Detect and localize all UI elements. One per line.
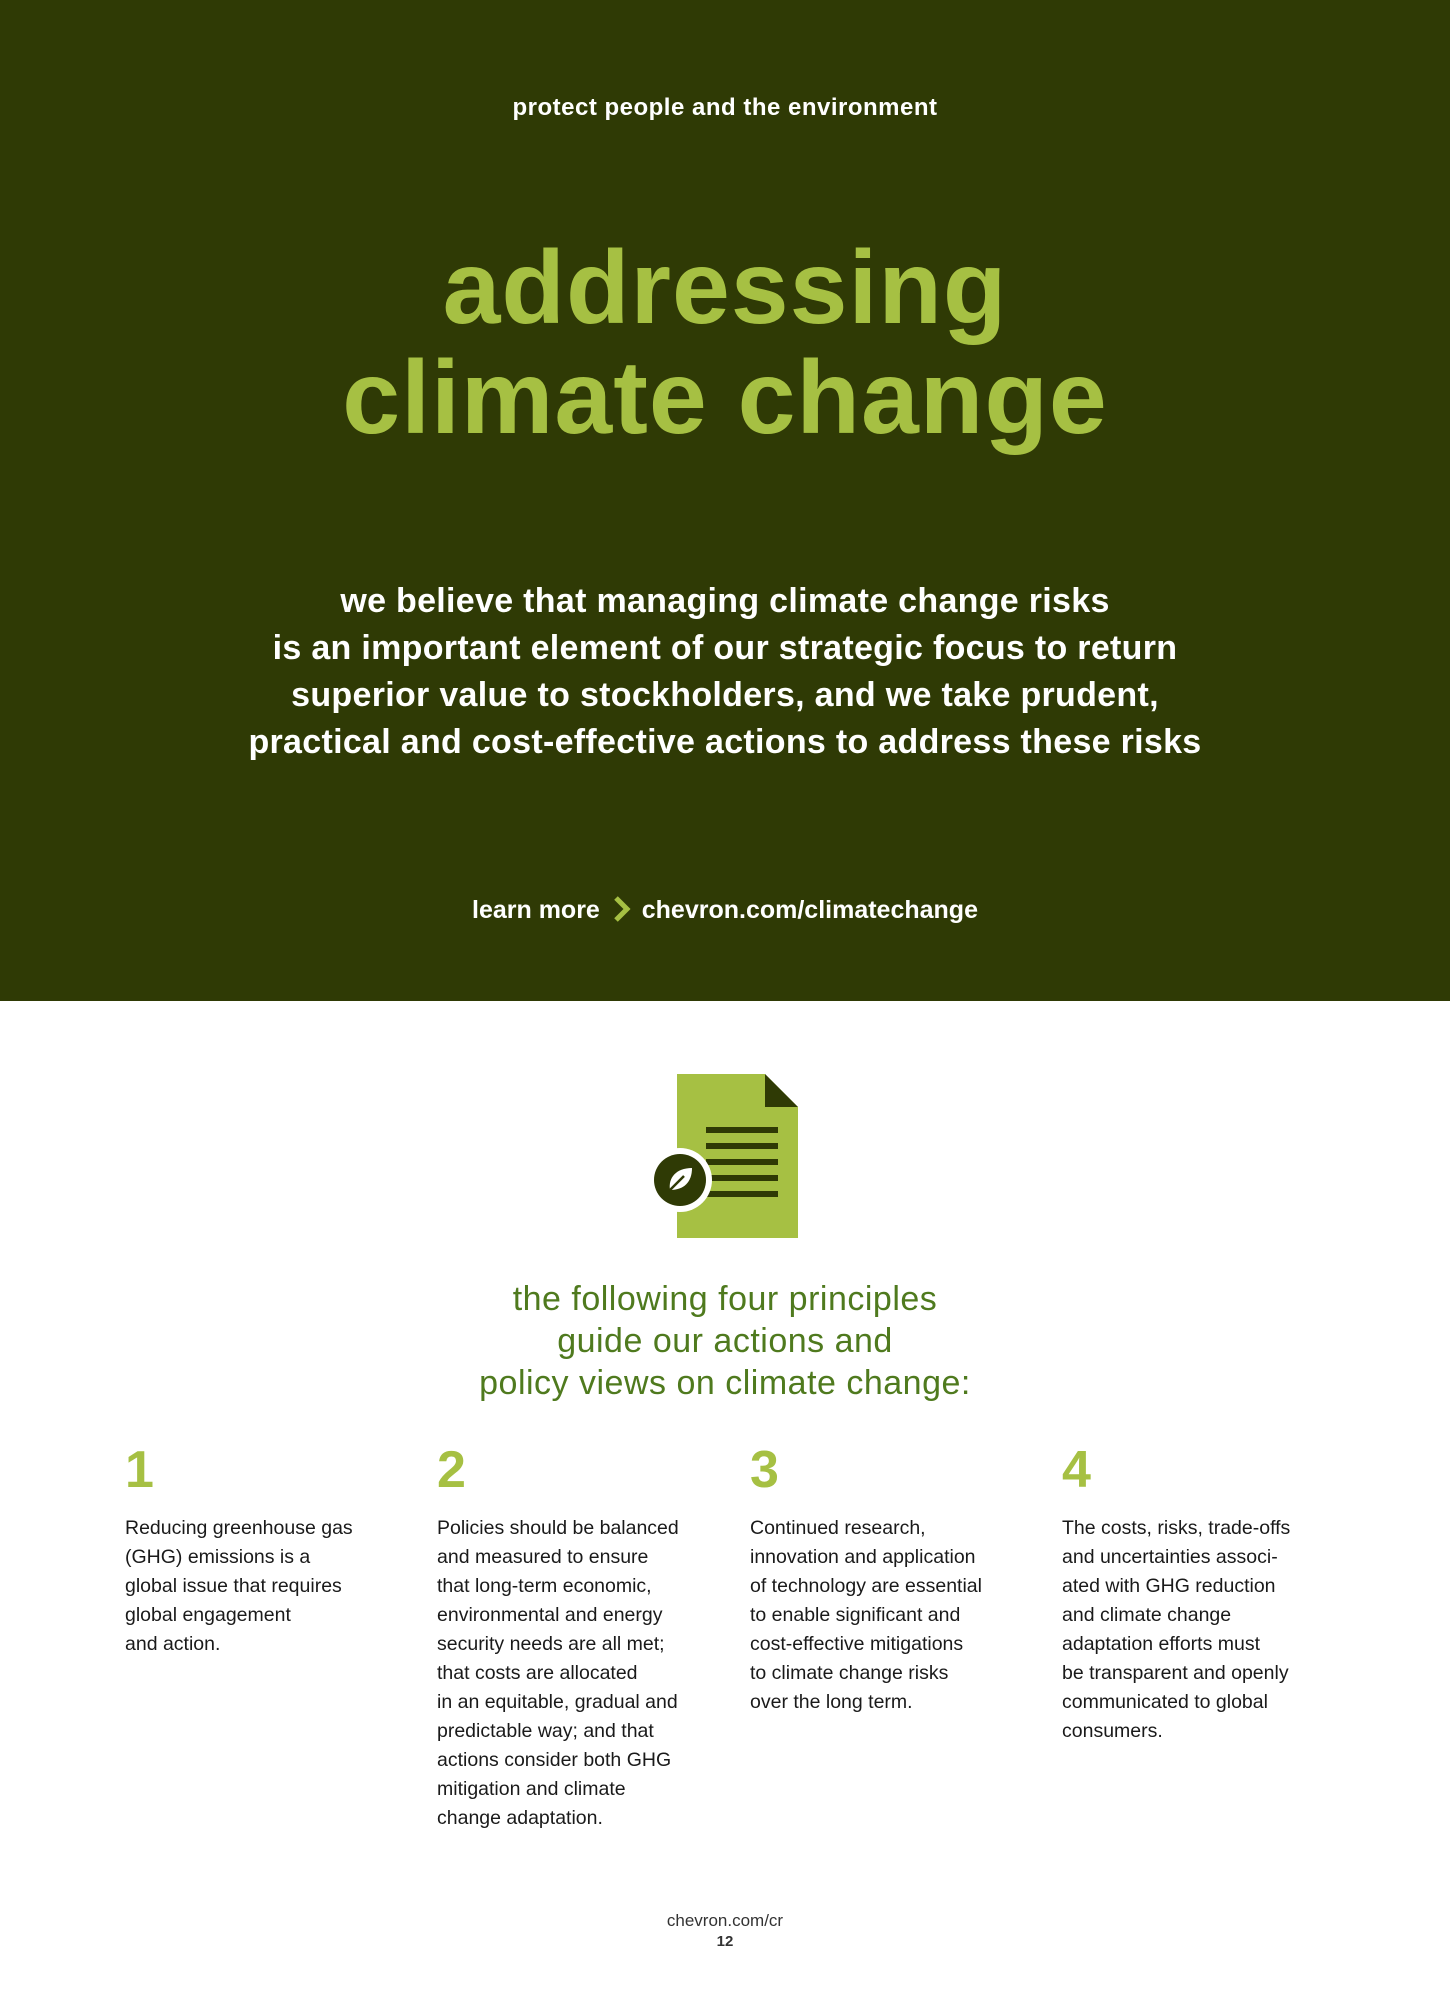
chevron-right-icon xyxy=(613,896,631,929)
text-line: global issue that requires xyxy=(125,1575,342,1597)
statement-line-1: we believe that managing climate change risks xyxy=(340,582,1110,620)
intro-line-3: policy views on climate change: xyxy=(479,1364,971,1402)
principle-2 xyxy=(437,1440,702,1833)
statement-line-4: practical and cost-effective actions to address these risks xyxy=(248,723,1202,761)
text-line: that costs are allocated xyxy=(437,1662,638,1684)
belief-statement xyxy=(0,578,1450,766)
text-line: change adaptation. xyxy=(437,1807,603,1829)
text-line: Policies should be balanced xyxy=(437,1517,679,1539)
text-line: and measured to ensure xyxy=(437,1546,649,1568)
footer-url[interactable]: chevron.com/cr xyxy=(666,1911,784,1930)
text-line: to climate change risks xyxy=(750,1662,949,1684)
principle-text xyxy=(437,1514,702,1833)
text-line: of technology are essential xyxy=(750,1575,982,1597)
text-line: consumers. xyxy=(1062,1720,1163,1742)
principle-number: 2 xyxy=(437,1441,466,1499)
text-line: Continued research, xyxy=(750,1517,926,1539)
section-kicker: protect people and the environment xyxy=(512,94,938,121)
principle-text xyxy=(1062,1514,1327,1746)
text-line: be transparent and openly xyxy=(1062,1662,1289,1684)
page-number: 12 xyxy=(716,1933,734,1950)
text-line: predictable way; and that xyxy=(437,1720,654,1742)
page-title-line-2: climate change xyxy=(342,340,1108,456)
text-line: cost-effective mitigations xyxy=(750,1633,964,1655)
learn-more xyxy=(0,896,1450,929)
intro-line-2: guide our actions and xyxy=(557,1322,893,1360)
principle-1 xyxy=(125,1440,390,1659)
principle-number: 4 xyxy=(1062,1441,1091,1499)
text-line: global engagement xyxy=(125,1604,291,1626)
text-line: innovation and application xyxy=(750,1546,976,1568)
text-line: adaptation efforts must xyxy=(1062,1633,1261,1655)
text-line: in an equitable, gradual and xyxy=(437,1691,678,1713)
principle-text xyxy=(750,1514,1015,1717)
principle-3 xyxy=(750,1440,1015,1717)
text-line: ated with GHG reduction xyxy=(1062,1575,1276,1597)
statement-line-3: superior value to stockholders, and we take prudent, xyxy=(291,676,1159,714)
text-line: The costs, risks, trade-offs xyxy=(1062,1517,1291,1539)
text-line: to enable significant and xyxy=(750,1604,961,1626)
document-with-leaf-icon xyxy=(648,1074,804,1238)
text-line: and action. xyxy=(125,1633,221,1655)
page-title-line-1: addressing xyxy=(442,230,1008,346)
principle-text xyxy=(125,1514,390,1659)
learn-more-link[interactable]: chevron.com/climatechange xyxy=(641,896,978,924)
page-footer xyxy=(0,1910,1450,1952)
text-line: actions consider both GHG xyxy=(437,1749,672,1771)
text-line: and uncertainties associ- xyxy=(1062,1546,1278,1568)
principle-number: 1 xyxy=(125,1441,154,1499)
text-line: security needs are all met; xyxy=(437,1633,665,1655)
text-line: mitigation and climate xyxy=(437,1778,626,1800)
statement-line-2: is an important element of our strategic focus to return xyxy=(272,629,1178,667)
text-line: and climate change xyxy=(1062,1604,1232,1626)
principles-intro xyxy=(0,1278,1450,1404)
intro-line-1: the following four principles xyxy=(512,1280,938,1318)
learn-more-label: learn more xyxy=(472,896,600,924)
text-line: Reducing greenhouse gas xyxy=(125,1517,353,1539)
principle-4 xyxy=(1062,1440,1327,1746)
text-line: environmental and energy xyxy=(437,1604,663,1626)
principle-number: 3 xyxy=(750,1441,779,1499)
text-line: communicated to global xyxy=(1062,1691,1268,1713)
text-line: over the long term. xyxy=(750,1691,913,1713)
text-line: (GHG) emissions is a xyxy=(125,1546,311,1568)
text-line: that long-term economic, xyxy=(437,1575,652,1597)
page-title xyxy=(0,230,1450,456)
